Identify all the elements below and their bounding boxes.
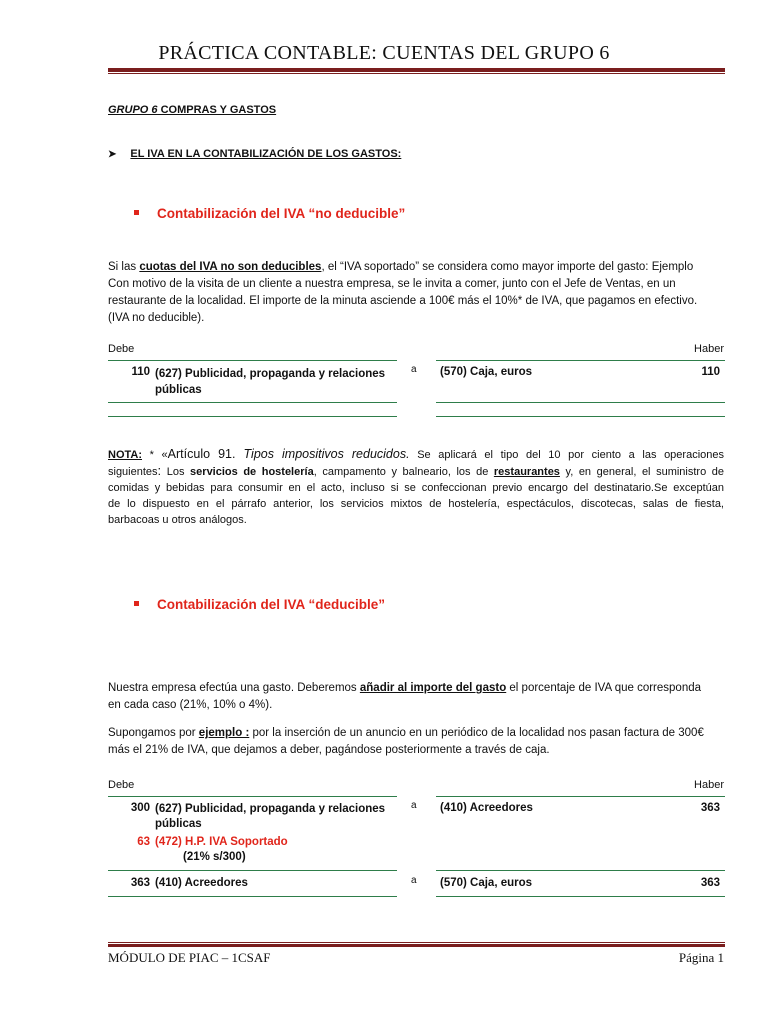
text-run-emph: ejemplo : — [198, 727, 250, 739]
section1-heading — [134, 206, 405, 221]
footer-rule-thin — [108, 942, 725, 943]
iva-account: (472) H.P. IVA Soportado — [155, 836, 288, 848]
header-rule — [108, 68, 725, 72]
text-run: , el “IVA soportado” se considera como mayor importe del gasto: Ejemplo — [321, 261, 694, 273]
credit-line — [436, 402, 725, 403]
bullet-heading-text: EL IVA EN LA CONTABILIZACIÓN DE LOS GASTOS: — [130, 148, 402, 160]
debit-account — [155, 366, 395, 398]
credit-account: (570) Caja, euros — [440, 366, 533, 378]
credit-line — [436, 360, 725, 361]
debit-account-line1: (627) Publicidad, propaganda y relaciones — [155, 368, 386, 380]
group-label-italic: GRUPO 6 — [108, 104, 158, 116]
text-run-bold: restaurantes — [493, 466, 560, 478]
credit-line — [436, 870, 725, 871]
debe-label: Debe — [108, 779, 135, 791]
debit-account-line1: (627) Publicidad, propaganda y relaciones — [155, 803, 386, 815]
text-run: por la inserción de un anuncio en un periódico de la localidad nos pasan factura de 300€ — [249, 727, 704, 739]
nota-paragraph — [108, 446, 724, 528]
bullet-heading — [108, 148, 401, 160]
text-run: Si las — [108, 261, 140, 273]
section2-p1-line2: en cada caso (21%, 10% o 4%). — [108, 699, 273, 711]
text-run: Supongamos por — [108, 727, 199, 739]
debit-line — [108, 360, 397, 361]
credit-amount: 363 — [700, 802, 720, 814]
credit-account: (570) Caja, euros — [440, 877, 533, 889]
haber-label: Haber — [694, 779, 724, 791]
debit-account-line2: públicas — [155, 384, 202, 396]
text-run: , campamento y balneario, los de — [313, 466, 494, 478]
a-connector: a — [411, 875, 417, 886]
header-rule-thin — [108, 73, 725, 74]
debit-line — [108, 796, 397, 797]
a-connector: a — [411, 800, 417, 811]
footer-left: MÓDULO DE PIAC – 1CSAF — [108, 950, 271, 965]
square-bullet-icon — [134, 210, 139, 215]
debit-account-line2: públicas — [155, 818, 202, 830]
section2-paragraph1 — [108, 680, 724, 714]
section2-heading — [134, 597, 385, 612]
section2-heading-text: Contabilización del IVA “deducible” — [157, 597, 386, 612]
section1-line1 — [108, 259, 724, 276]
nota-line5: barbacoas u otros análogos. — [108, 514, 247, 526]
debit-account — [155, 802, 395, 832]
credit-line — [436, 416, 725, 417]
text-run: y, en general, el suministro de — [559, 466, 725, 478]
nota-line2 — [108, 463, 724, 480]
debit-amount: 110 — [131, 366, 150, 378]
debit-amount: 363 — [130, 877, 150, 889]
text-run: Se aplicará el tipo del 10 por ciento a las operaciones — [409, 449, 724, 461]
text-run-bold: servicios de hostelería — [190, 466, 314, 478]
debit-line — [108, 896, 397, 897]
section1-heading-text: Contabilización del IVA “no deducible” — [157, 206, 406, 221]
debit-account: (410) Acreedores — [155, 877, 248, 889]
debit-line — [108, 416, 397, 417]
nota-line1 — [108, 446, 724, 463]
credit-line — [436, 796, 725, 797]
section2-p2-line1 — [108, 725, 724, 742]
debit-line — [108, 870, 397, 871]
section2-p2-line2: más el 21% de IVA, que dejamos a deber, pagándose posteriormente a través de caja. — [108, 744, 550, 756]
debit-amount: 300 — [130, 802, 150, 814]
text-run-emph: añadir al importe del gasto — [359, 682, 507, 694]
nota-label: NOTA: — [108, 449, 143, 461]
text-run: siguientes — [108, 466, 158, 478]
a-connector: a — [411, 364, 417, 375]
nota-line3: comidas y bebidas para consumir en el acto, incluso si se confeccionan previo encargo del destinatario.Se exceptúan — [108, 482, 724, 494]
page-title: PRÁCTICA CONTABLE: CUENTAS DEL GRUPO 6 — [158, 42, 610, 64]
haber-label: Haber — [694, 343, 724, 355]
debit-line — [108, 402, 397, 403]
text-run: * « — [142, 449, 168, 461]
debe-label: Debe — [108, 343, 135, 355]
footer-rule — [108, 944, 725, 947]
section2-paragraph2 — [108, 725, 724, 759]
text-run-emph: cuotas del IVA no son deducibles — [139, 261, 322, 273]
text-run: Tipos impositivos reducidos. — [243, 447, 410, 461]
text-run: el porcentaje de IVA que corresponda — [506, 682, 701, 694]
section1-paragraph — [108, 259, 724, 327]
section2-p1-line1 — [108, 680, 724, 697]
group-label-rest: COMPRAS Y GASTOS — [157, 104, 277, 116]
text-run: Los — [161, 466, 191, 478]
section1-line3: restaurante de la localidad. El importe de la minuta asciende a 100€ más el 10%* de IVA, que pagamos en efectivo. — [108, 295, 698, 307]
section1-line2: Con motivo de la visita de un cliente a nuestra empresa, se le invita a comer, junto con el Jefe de Ventas, en un — [108, 278, 676, 290]
credit-amount: 363 — [700, 877, 720, 889]
square-bullet-icon — [134, 601, 139, 606]
text-run: : — [157, 463, 162, 478]
iva-calc: (21% s/300) — [183, 851, 246, 863]
arrow-bullet-icon: ➤ — [108, 149, 117, 160]
section1-line4: (IVA no deducible). — [108, 312, 205, 324]
credit-amount: 110 — [701, 366, 720, 378]
nota-line4: de lo dispuesto en el párrafo anterior, los servicios mixtos de hostelería, espectáculos, discotecas, salas de fiesta, — [108, 498, 724, 510]
credit-account: (410) Acreedores — [440, 802, 533, 814]
credit-line — [436, 896, 725, 897]
group-label — [108, 104, 276, 116]
page-number: Página 1 — [678, 950, 724, 965]
iva-amount: 63 — [137, 836, 150, 848]
text-run: Nuestra empresa efectúa una gasto. Deberemos — [108, 682, 360, 694]
text-run: Artículo 91. — [167, 447, 244, 461]
